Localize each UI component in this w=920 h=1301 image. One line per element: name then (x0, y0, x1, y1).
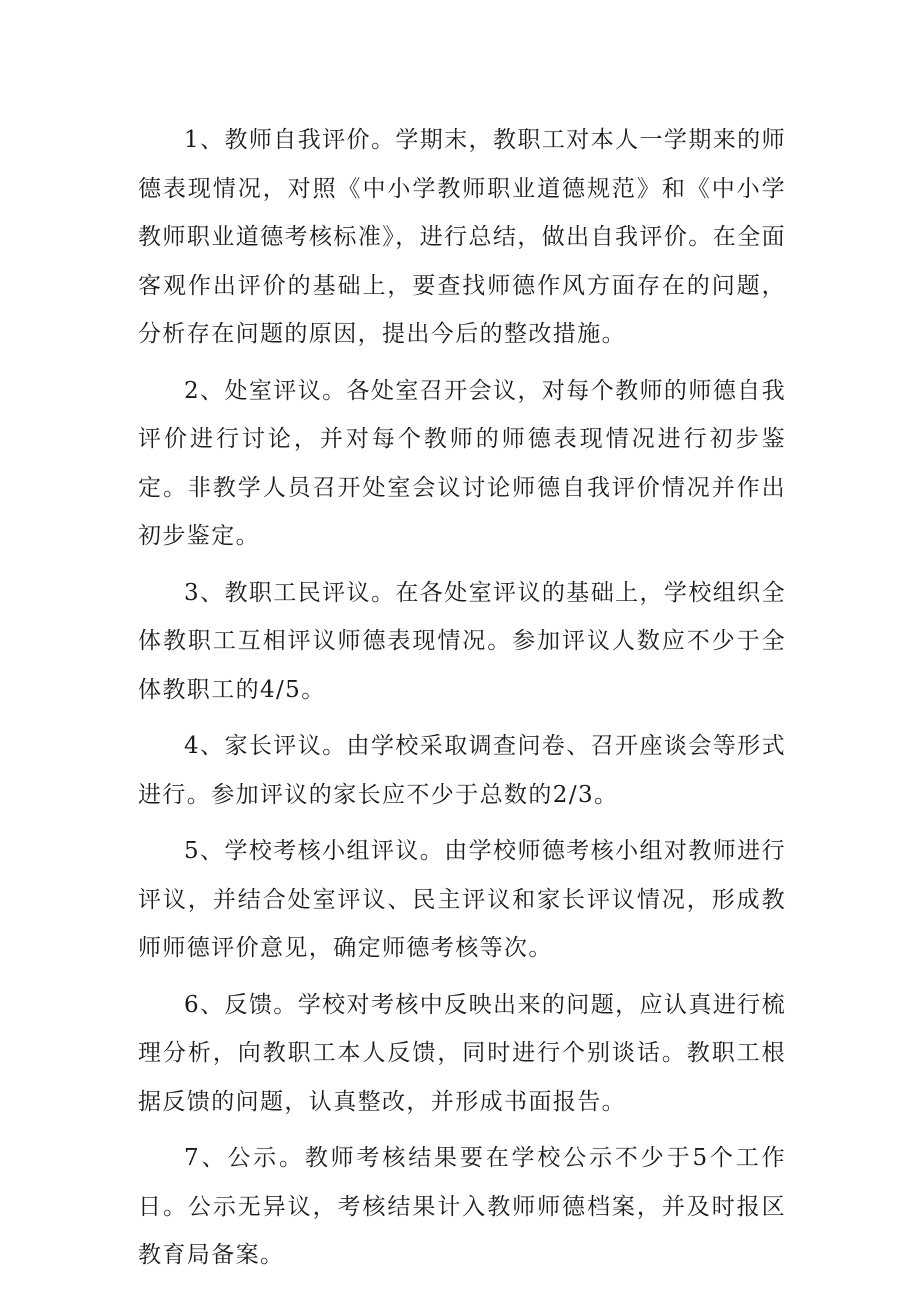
paragraph-parent-review: 4、家长评议。由学校采取调查问卷、召开座谈会等形式进行。参加评议的家长应不少于总数的2/3。 (138, 733, 786, 808)
document-body (138, 116, 786, 1288)
paragraph-staff-review: 3、教职工民评议。在各处室评议的基础上，学校组织全体教职工互相评议师德表现情况。参加评议人数应不少于全体教职工的4/5。 (138, 579, 786, 703)
paragraph-feedback: 6、反馈。学校对考核中反映出来的问题，应认真进行梳理分析，向教职工本人反馈，同时进行个别谈话。教职工根据反馈的问题，认真整改，并形成书面报告。 (138, 991, 786, 1115)
paragraph-self-evaluation: 1、教师自我评价。学期末，教职工对本人一学期来的师德表现情况，对照《中小学教师职业道德规范》和《中小学教师职业道德考核标准》，进行总结，做出自我评价。在全面客观作出评价的基础上，要查找师德作风方面存在的问题，分析存在问题的原因，提出今后的整改措施。 (138, 127, 786, 347)
paragraph-publicity: 7、公示。教师考核结果要在学校公示不少于5个工作日。公示无异议，考核结果计入教师师德档案，并及时报区教育局备案。 (138, 1145, 786, 1268)
paragraph-committee-review: 5、学校考核小组评议。由学校师德考核小组对教师进行评议，并结合处室评议、民主评议和家长评议情况，形成教师师德评价意见，确定师德考核等次。 (138, 838, 786, 961)
paragraph-office-review: 2、处室评议。各处室召开会议，对每个教师的师德自我评价进行讨论，并对每个教师的师德表现情况进行初步鉴定。非教学人员召开处室会议讨论师德自我评价情况并作出初步鉴定。 (138, 377, 786, 549)
